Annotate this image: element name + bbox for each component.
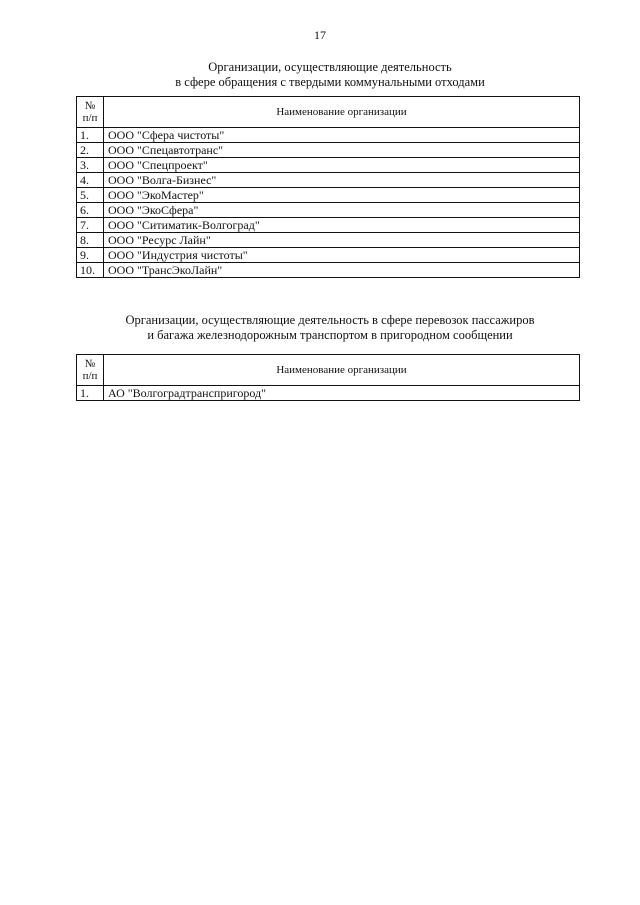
column-header-number-line-2: п/п bbox=[82, 370, 98, 382]
column-header-number-line-1: № bbox=[84, 100, 96, 112]
table-header-row bbox=[77, 97, 580, 128]
row-number: 8. bbox=[77, 233, 104, 248]
table-row bbox=[77, 233, 580, 248]
organization-name: ООО "Индустрия чистоты" bbox=[104, 248, 580, 263]
row-number: 1. bbox=[77, 128, 104, 143]
organization-name: ООО "ТрансЭкоЛайн" bbox=[104, 263, 580, 278]
organization-name: ООО "Ресурс Лайн" bbox=[104, 233, 580, 248]
organization-name: ООО "ЭкоМастер" bbox=[104, 188, 580, 203]
table-row bbox=[77, 158, 580, 173]
row-number: 7. bbox=[77, 218, 104, 233]
column-header-name: Наименование организации bbox=[104, 355, 580, 386]
organizations-table-rail bbox=[76, 354, 580, 401]
organization-name: ООО "Ситиматик-Волгоград" bbox=[104, 218, 580, 233]
row-number: 2. bbox=[77, 143, 104, 158]
column-header-number-line-2: п/п bbox=[82, 112, 98, 124]
organization-name: АО "Волгоградтранспригород" bbox=[104, 386, 580, 401]
row-number: 1. bbox=[77, 386, 104, 401]
row-number: 6. bbox=[77, 203, 104, 218]
section-2-title-line-1: Организации, осуществляющие деятельность в сфере перевозок пассажиров bbox=[125, 313, 535, 327]
column-header-number bbox=[77, 355, 104, 386]
organization-name: ООО "Спецавтотранс" bbox=[104, 143, 580, 158]
section-1-title bbox=[60, 60, 600, 90]
row-number: 5. bbox=[77, 188, 104, 203]
organization-name: ООО "Сфера чистоты" bbox=[104, 128, 580, 143]
column-header-number bbox=[77, 97, 104, 128]
row-number: 4. bbox=[77, 173, 104, 188]
table-row bbox=[77, 248, 580, 263]
table-body bbox=[77, 128, 580, 278]
table-row bbox=[77, 386, 580, 401]
row-number: 10. bbox=[77, 263, 104, 278]
column-header-number-line-1: № bbox=[84, 358, 96, 370]
table-row bbox=[77, 188, 580, 203]
table-body bbox=[77, 386, 580, 401]
section-2-title-line-2: и багажа железнодорожным транспортом в пригородном сообщении bbox=[147, 328, 513, 342]
table-row bbox=[77, 173, 580, 188]
row-number: 9. bbox=[77, 248, 104, 263]
table-row bbox=[77, 203, 580, 218]
organization-name: ООО "Волга-Бизнес" bbox=[104, 173, 580, 188]
organizations-table-waste bbox=[76, 96, 580, 278]
page-number: 17 bbox=[314, 28, 326, 42]
organization-name: ООО "Спецпроект" bbox=[104, 158, 580, 173]
row-number: 3. bbox=[77, 158, 104, 173]
section-1-title-line-1: Организации, осуществляющие деятельность bbox=[208, 60, 452, 74]
organization-name: ООО "ЭкоСфера" bbox=[104, 203, 580, 218]
table-row bbox=[77, 218, 580, 233]
column-header-name: Наименование организации bbox=[104, 97, 580, 128]
table-header-row bbox=[77, 355, 580, 386]
table-row bbox=[77, 143, 580, 158]
section-1-title-line-2: в сфере обращения с твердыми коммунальными отходами bbox=[175, 75, 485, 89]
table-row bbox=[77, 263, 580, 278]
section-2-title bbox=[60, 313, 600, 343]
table-row bbox=[77, 128, 580, 143]
